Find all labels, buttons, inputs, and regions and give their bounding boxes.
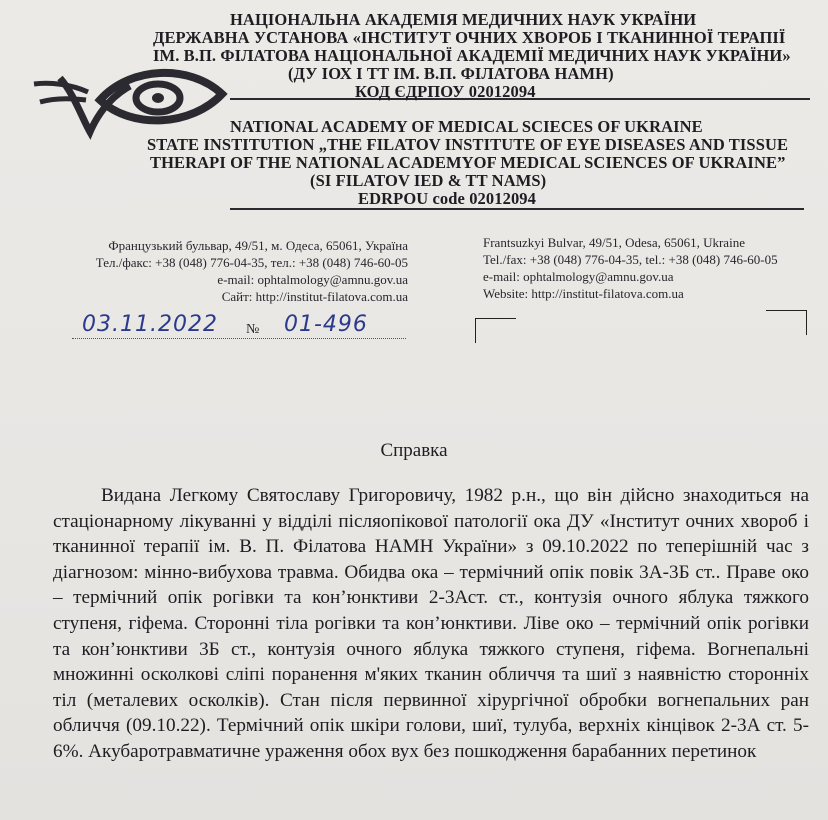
header-ua-line-3: ІМ. В.П. ФІЛАТОВА НАЦІОНАЛЬНОЇ АКАДЕМІЇ МЕДИЧНИХ НАУК УКРАЇНИ» bbox=[153, 46, 791, 65]
contact-ua-address: Французький бульвар, 49/51, м. Одеса, 65061, Україна bbox=[108, 238, 408, 253]
contact-en-email: e-mail: ophtalmology@amnu.gov.ua bbox=[483, 269, 674, 284]
contact-en-site: Website: http://institut-filatova.com.ua bbox=[483, 286, 684, 301]
registration-date: 03.11.2022 bbox=[82, 312, 218, 337]
header-ua-line-4: (ДУ ІОХ І ТТ ІМ. В.П. ФІЛАТОВА НАМН) bbox=[288, 64, 614, 83]
address-corner-left bbox=[475, 318, 516, 343]
eye-logo-icon bbox=[30, 58, 230, 142]
contact-en-phone: Tel./fax: +38 (048) 776-04-35, tel.: +38 (048) 746-60-05 bbox=[483, 252, 778, 267]
header-ua-line-1: НАЦІОНАЛЬНА АКАДЕМІЯ МЕДИЧНИХ НАУК УКРАЇНИ bbox=[230, 10, 697, 29]
registration-number: 01-496 bbox=[284, 312, 368, 337]
document-body-text: Видана Легкому Святославу Григоровичу, 1982 р.н., що він дійсно знаходиться на стаціонарному лікуванні у відділі післяопікової патології ока ДУ «Інститут очних хвороб і тканинної терапії ім. В. П. Філатова НАМН України» з 09.10.2022 по теперішній час з діагнозом: мінно-вибухова травма. Обидва ока – термічний опік повік 3А-3Б ст.. Праве око – термічний опік рогівки та кон’юнктиви 2-3Аст. ст., контузія очного яблука тяжкого ступеня, гіфема. Сторонні тіла рогівки та кон’юнктиви. Ліве око – термічний опік рогівки та кон’юнктиви 3Б ст., контузія очного яблука тяжкого ступеня, гіфема. Вогнепальні множинні осколкові сліпі поранення м'яких тканин обличчя та шиї з наявністю сторонніх тіл (металевих осколків). Стан після первинної хірургічної обробки вогнепальних ран обличчя (09.10.22). Термічний опік шкіри голови, шиї, тулуба, верхніх кінцівок 2-3А ст. 5-6%. Акубаротравматичне ураження обох вух без пошкодження барабанних перетинок bbox=[53, 485, 809, 762]
header-ua-line-2: ДЕРЖАВНА УСТАНОВА «ІНСТИТУТ ОЧНИХ ХВОРОБ І ТКАНИННОЇ ТЕРАПІЇ bbox=[153, 28, 786, 47]
header-en-line-3: THERAPI OF THE NATIONAL ACADEMYOF MEDICAL SCIENCES OF UKRAINE” bbox=[150, 153, 786, 172]
header-en-rule bbox=[230, 208, 804, 210]
header-en-line-2: STATE INSTITUTION „THE FILATOV INSTITUTE OF EYE DISEASES AND TISSUE bbox=[147, 135, 789, 154]
header-en-line-1: NATIONAL ACADEMY OF MEDICAL SCIECES OF UKRAINE bbox=[230, 117, 703, 136]
document-title: Справка bbox=[380, 440, 448, 461]
registration-underline bbox=[72, 338, 406, 339]
address-corner-right bbox=[766, 310, 807, 335]
header-ua-edrpou: КОД ЄДРПОУ 02012094 bbox=[355, 82, 536, 101]
header-en-line-4: (SI FILATOV IED & TT NAMS) bbox=[310, 171, 547, 190]
contact-ua-email: e-mail: ophtalmology@amnu.gov.ua bbox=[217, 272, 408, 287]
registration-number-sign: № bbox=[246, 322, 260, 337]
contact-en-address: Frantsuzkyi Bulvar, 49/51, Odesa, 65061, Ukraine bbox=[483, 235, 745, 250]
document-body bbox=[53, 483, 809, 765]
contact-ua-site: Сайт: http://institut-filatova.com.ua bbox=[221, 289, 408, 304]
contact-ua-phone: Тел./факс: +38 (048) 776-04-35, тел.: +38 (048) 746-60-05 bbox=[95, 255, 408, 270]
header-en-edrpou: EDRPOU code 02012094 bbox=[358, 189, 536, 208]
